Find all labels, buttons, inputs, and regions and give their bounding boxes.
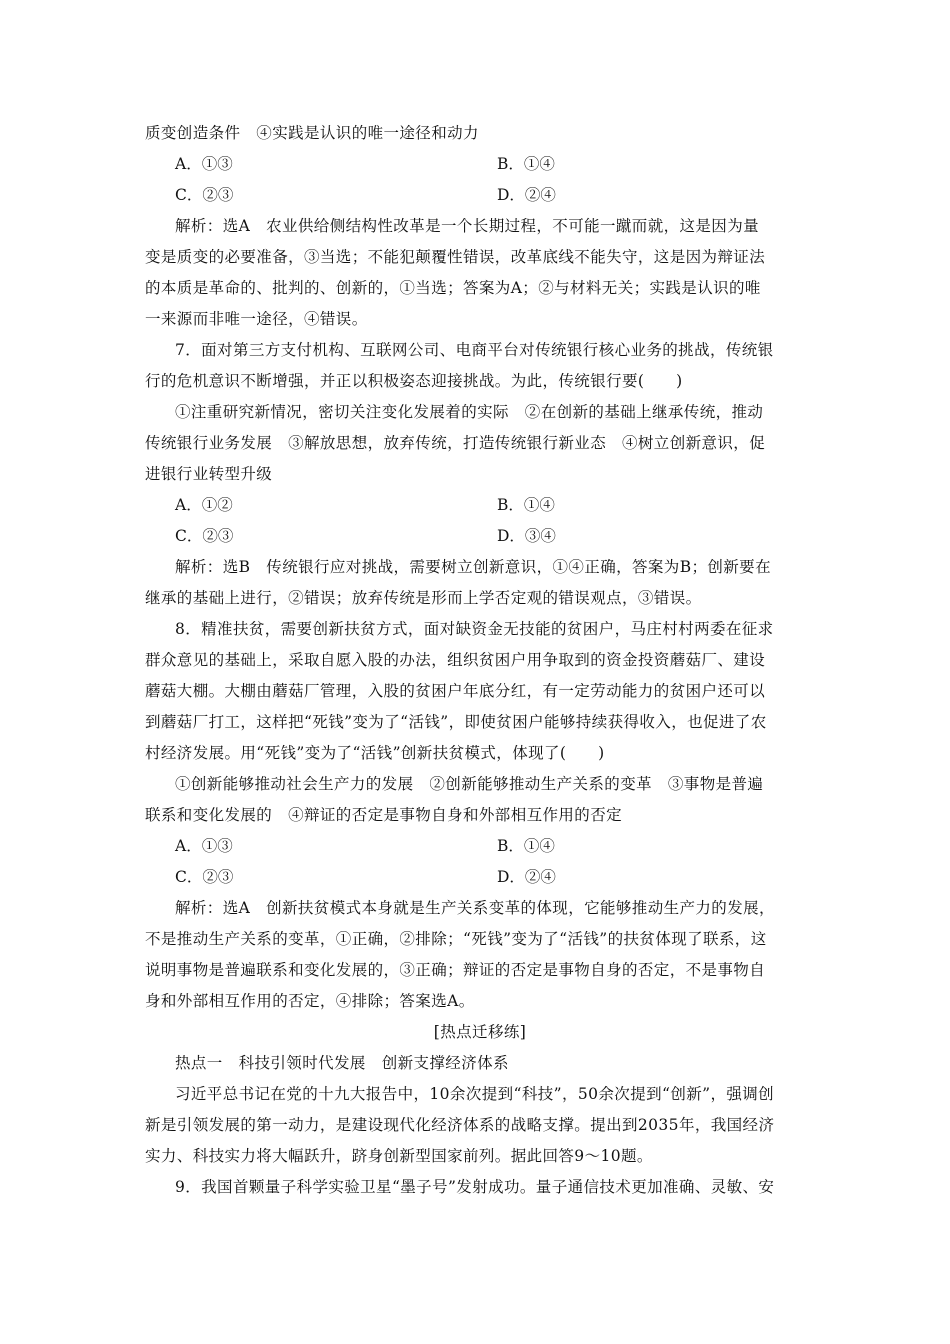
question-text: 8．精准扶贫，需要创新扶贫方式，面对缺资金无技能的贫困户，马庄村村两委在征求 xyxy=(175,620,774,638)
question-text: 传统银行业务发展 ③解放思想，放弃传统，打造传统银行新业态 ④树立创新意识，促 xyxy=(145,434,766,452)
question-text: 行的危机意识不断增强，并正以积极姿态迎接挑战。为此，传统银行要( ) xyxy=(145,372,683,390)
option-c: C．②③ xyxy=(175,868,234,886)
question-text: 进银行业转型升级 xyxy=(145,465,273,483)
option-d: D．②④ xyxy=(497,868,556,886)
question-text: 9．我国首颗量子科学实验卫星“墨子号”发射成功。量子通信技术更加准确、灵敏、安 xyxy=(175,1178,775,1196)
option-c: C．②③ xyxy=(175,527,234,545)
question-text: 群众意见的基础上，采取自愿入股的办法，组织贫困户用争取到的资金投资蘑菇厂、建设 xyxy=(145,651,766,669)
question-text: 到蘑菇厂打工，这样把“死钱”变为了“活钱”，即使贫困户能够持续获得收入，也促进了农 xyxy=(145,713,767,731)
section-heading: [热点迁移练] xyxy=(433,1023,527,1041)
text-line: 质变创造条件 ④实践是认识的唯一途径和动力 xyxy=(145,124,479,142)
analysis-text: 解析：选A 农业供给侧结构性改革是一个长期过程，不可能一蹴而就，这是因为量 xyxy=(175,217,759,235)
analysis-text: 不是推动生产关系的变革，①正确，②排除；“死钱”变为了“活钱”的扶贫体现了联系，这 xyxy=(145,930,767,948)
analysis-text: 一来源而非唯一途径，④错误。 xyxy=(145,310,368,328)
analysis-text: 解析：选B 传统银行应对挑战，需要树立创新意识，①④正确，答案为B；创新要在 xyxy=(175,558,771,576)
option-b: B．①④ xyxy=(497,837,555,855)
analysis-text: 变是质变的必要准备，③当选；不能犯颠覆性错误，改革底线不能失守，这是因为辩证法 xyxy=(145,248,766,266)
option-c: C．②③ xyxy=(175,186,234,204)
analysis-text: 继承的基础上进行，②错误；放弃传统是形而上学否定观的错误观点，③错误。 xyxy=(145,589,702,607)
option-b: B．①④ xyxy=(497,155,555,173)
question-text: 7．面对第三方支付机构、互联网公司、电商平台对传统银行核心业务的挑战，传统银 xyxy=(175,341,774,359)
analysis-text: 身和外部相互作用的否定，④排除；答案选A。 xyxy=(145,992,475,1010)
analysis-text: 解析：选A 创新扶贫模式本身就是生产关系变革的体现，它能够推动生产力的发展， xyxy=(175,899,775,917)
material-text: 习近平总书记在党的十九大报告中，10余次提到“科技”，50余次提到“创新”，强调创 xyxy=(175,1085,775,1103)
option-b: B．①④ xyxy=(497,496,555,514)
question-text: ①注重研究新情况，密切关注变化发展着的实际 ②在创新的基础上继承传统，推动 xyxy=(175,403,764,421)
material-text: 新是引领发展的第一动力，是建设现代化经济体系的战略支撑。提出到2035年，我国经济 xyxy=(145,1116,775,1134)
analysis-text: 的本质是革命的、批判的、创新的，①当选；答案为A；②与材料无关；实践是认识的唯 xyxy=(145,279,761,297)
option-a: A．①② xyxy=(175,496,233,514)
material-text: 实力、科技实力将大幅跃升，跻身创新型国家前列。据此回答9～10题。 xyxy=(145,1147,653,1165)
option-a: A．①③ xyxy=(175,837,233,855)
option-a: A．①③ xyxy=(175,155,233,173)
analysis-text: 说明事物是普遍联系和变化发展的，③正确；辩证的否定是事物自身的否定，不是事物自 xyxy=(145,961,766,979)
question-text: ①创新能够推动社会生产力的发展 ②创新能够推动生产关系的变革 ③事物是普遍 xyxy=(175,775,764,793)
question-text: 联系和变化发展的 ④辩证的否定是事物自身和外部相互作用的否定 xyxy=(145,806,623,824)
topic-heading: 热点一 科技引领时代发展 创新支撑经济体系 xyxy=(175,1054,509,1072)
question-text: 蘑菇大棚。大棚由蘑菇厂管理，入股的贫困户年底分红，有一定劳动能力的贫困户还可以 xyxy=(145,682,766,700)
question-text: 村经济发展。用“死钱”变为了“活钱”创新扶贫模式，体现了( ) xyxy=(145,744,605,762)
option-d: D．②④ xyxy=(497,186,556,204)
option-d: D．③④ xyxy=(497,527,556,545)
